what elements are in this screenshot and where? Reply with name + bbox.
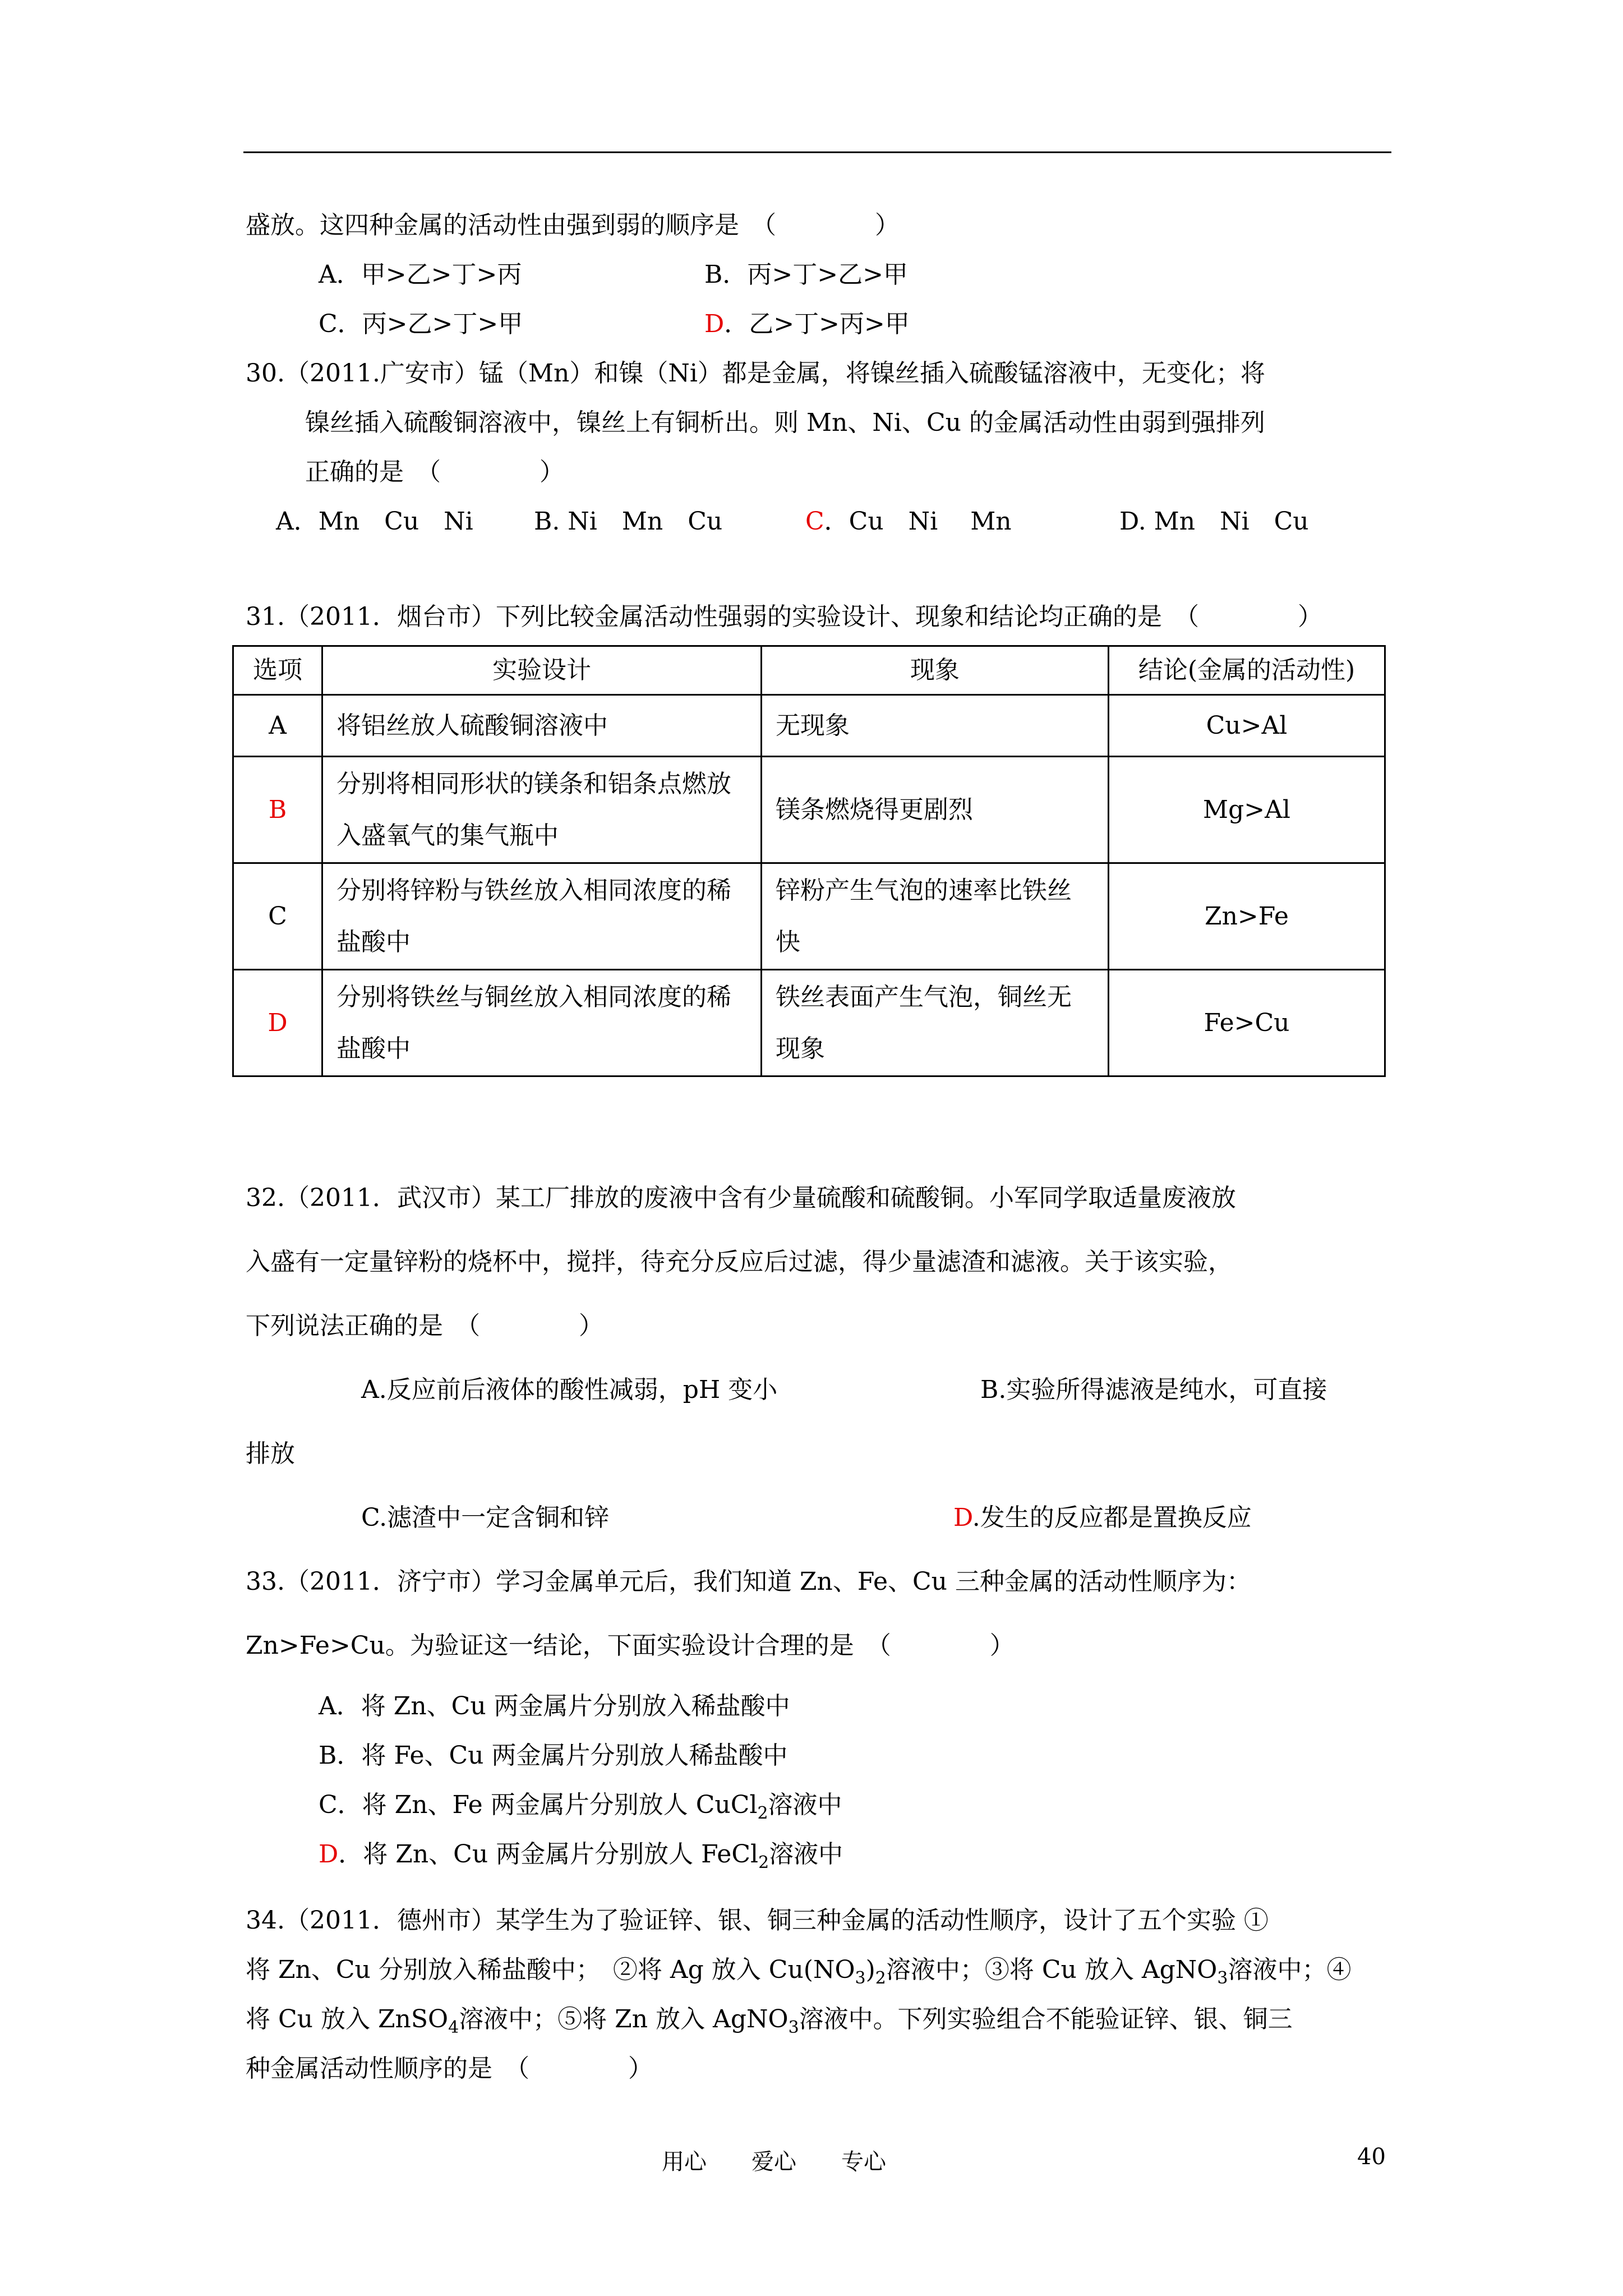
table-header-row [233,646,1385,695]
table-row [233,757,1385,863]
q29-option-a: A．甲>乙>丁>丙 [319,260,522,289]
q29-option-c: C．丙>乙>丁>甲 [319,310,523,338]
q31-table [232,645,1386,1077]
q33-option-c: C．将 Zn、Fe 两金属片分别放人 CuCl$_2$溶液中 [319,1791,842,1823]
q29-option-b: B．丙>丁>乙>甲 [704,260,908,289]
q30-option-d: D. Mn Ni Cu [1119,507,1309,536]
q29-stem: 盛放。这四种金属的活动性由强到弱的顺序是 （ ） [246,211,900,240]
q30-answer-letter: C [805,507,824,536]
q32-option-b: B.实验所得滤液是纯水，可直接 [980,1375,1327,1404]
observation-cell: 镁条燃烧得更剧烈 [762,757,1109,863]
q32-line-2: 入盛有一定量锌粉的烧杯中，搅拌，待充分反应后过滤，得少量滤渣和滤液。关于该实验， [246,1248,1233,1276]
table-row [233,695,1385,757]
q30-option-b: B. Ni Mn Cu [534,507,723,536]
q29-answer-letter: D [704,310,725,338]
q30-option-c: C．Cu Ni Mn [805,507,1012,536]
table-header-cell: 现象 [762,646,1109,695]
observation-cell: 锌粉产生气泡的速率比铁丝快 [762,863,1109,970]
experiment-cell: 分别将锌粉与铁丝放入相同浓度的稀盐酸中 [322,863,762,970]
q34-line-1: 34.（2011．德州市）某学生为了验证锌、银、铜三种金属的活动性顺序，设计了五个实验 ① [246,1906,1269,1935]
observation-cell: 铁丝表面产生气泡，铜丝无现象 [762,970,1109,1076]
q33-line-1: 33.（2011．济宁市）学习金属单元后，我们知道 Zn、Fe、Cu 三种金属的活动性顺序为： [246,1567,1251,1596]
option-cell: B [233,757,322,863]
q33-option-a: A．将 Zn、Cu 两金属片分别放入稀盐酸中 [319,1692,790,1720]
q33-option-d: D．将 Zn、Cu 两金属片分别放人 FeCl$_2$溶液中 [319,1840,843,1872]
experiment-cell: 分别将相同形状的镁条和铝条点燃放入盛氧气的集气瓶中 [322,757,762,863]
experiment-cell: 将铝丝放人硫酸铜溶液中 [322,695,762,757]
q33-option-b: B．将 Fe、Cu 两金属片分别放人稀盐酸中 [319,1741,788,1770]
q32-option-d: D.发生的反应都是置换反应 [953,1503,1252,1532]
q30-option-a: A．Mn Cu Ni [276,507,473,536]
conclusion-cell: Zn>Fe [1109,863,1385,970]
q32-option-c: C.滤渣中一定含铜和锌 [361,1503,610,1532]
q34-line-4: 种金属活动性顺序的是 （ ） [246,2054,653,2083]
option-cell: A [233,695,322,757]
q30-line-1: 30.（2011.广安市）锰（Mn）和镍（Ni）都是金属，将镍丝插入硫酸锰溶液中，无变化；将 [246,359,1265,388]
q32-line-3: 下列说法正确的是 （ ） [246,1312,603,1340]
q34-line-3: 将 Cu 放入 ZnSO$_4$溶液中；⑤将 Zn 放入 AgNO$_3$溶液中。下列实验组合不能验证锌、银、铜三 [246,2005,1293,2037]
q30-line-3: 正确的是 （ ） [305,458,564,486]
page-number: 40 [1357,2144,1386,2170]
q33-answer-letter: D [319,1840,339,1869]
option-cell: D [233,970,322,1076]
table-row [233,863,1385,970]
table-header-cell: 选项 [233,646,322,695]
q33-line-2: Zn>Fe>Cu。为验证这一结论，下面实验设计合理的是 （ ） [246,1631,1015,1660]
q32-option-b-continued: 排放 [246,1439,295,1468]
conclusion-cell: Cu>Al [1109,695,1385,757]
q29-option-d: D．乙>丁>丙>甲 [704,310,910,338]
q34-line-2: 将 Zn、Cu 分别放入稀盐酸中； ②将 Ag 放入 $Cu(NO_3)_2$溶液中；③将 Cu 放入 AgNO$_3$溶液中；④ [246,1955,1352,1988]
option-cell: C [233,863,322,970]
q30-line-2: 镍丝插入硫酸铜溶液中，镍丝上有铜析出。则 Mn、Ni、Cu 的金属活动性由弱到强排列 [305,408,1265,437]
q32-answer-letter: D [953,1503,972,1532]
q32-option-a: A.反应前后液体的酸性减弱，pH 变小 [361,1375,778,1404]
table-header-cell: 实验设计 [322,646,762,695]
conclusion-cell: Fe>Cu [1109,970,1385,1076]
table-header-cell: 结论(金属的活动性) [1109,646,1385,695]
experiment-cell: 分别将铁丝与铜丝放入相同浓度的稀盐酸中 [322,970,762,1076]
header-rule [243,151,1391,153]
footer-slogan: 用心 爱心 专心 [662,2149,886,2175]
q32-line-1: 32.（2011．武汉市）某工厂排放的废液中含有少量硫酸和硫酸铜。小军同学取适量废液放 [246,1184,1236,1212]
observation-cell: 无现象 [762,695,1109,757]
q31-stem: 31.（2011．烟台市）下列比较金属活动性强弱的实验设计、现象和结论均正确的是 （ ） [246,602,1322,631]
table-row [233,970,1385,1076]
conclusion-cell: Mg>Al [1109,757,1385,863]
